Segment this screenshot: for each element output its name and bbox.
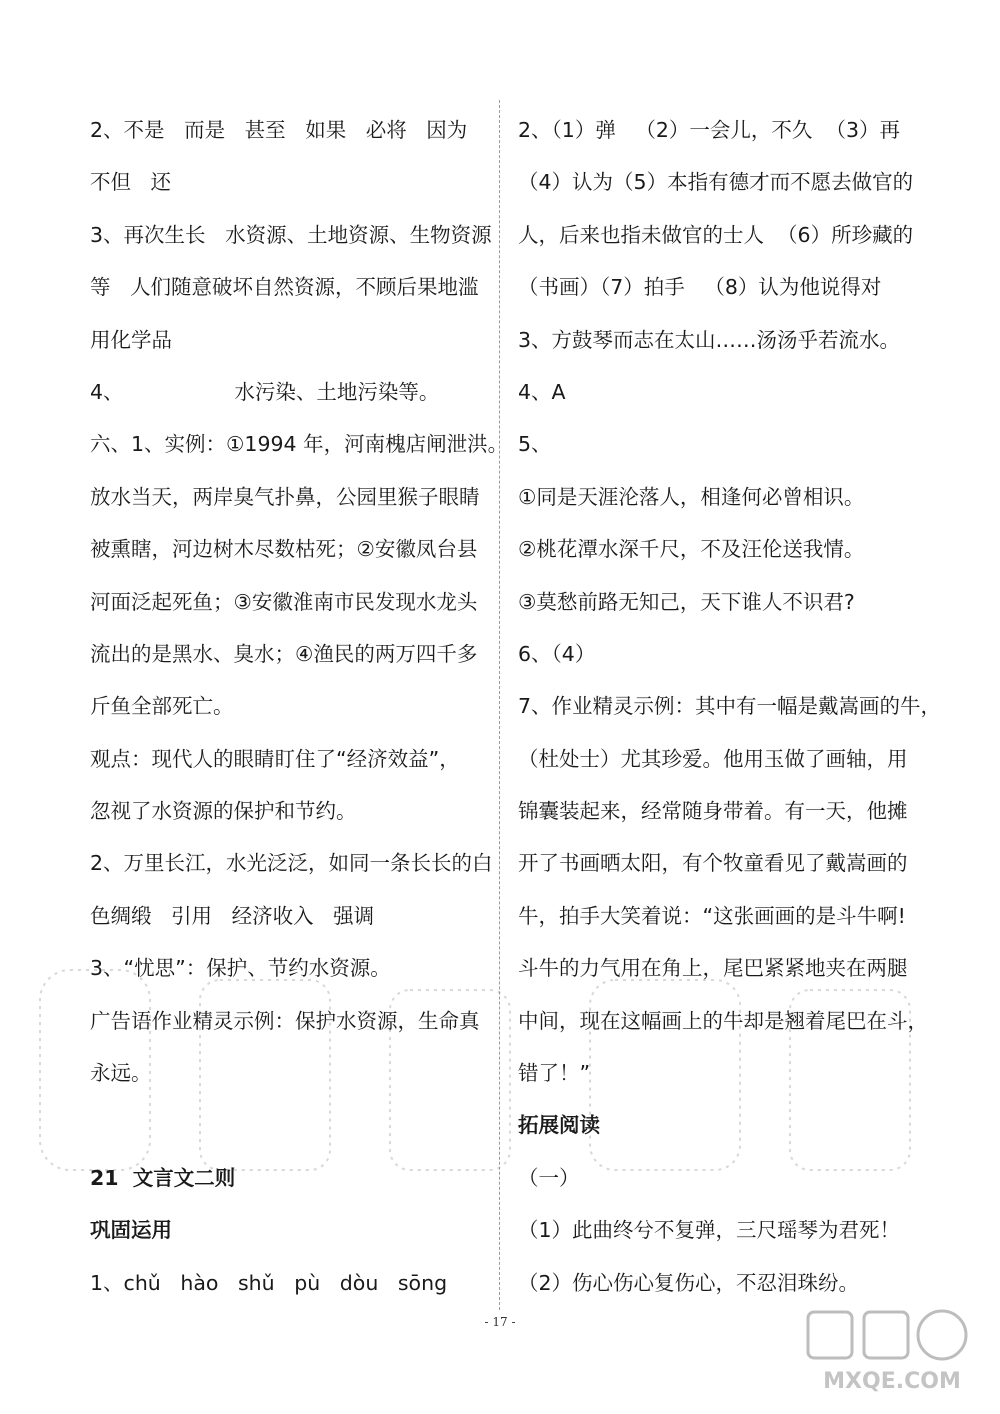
text-line: 2、（1）弹 （2）一会儿，不久 （3）再	[518, 118, 901, 142]
text-line: 等 人们随意破坏自然资源，不顾后果地滥	[90, 275, 479, 300]
text-line: （4）认为（5）本指有德才而不愿去做官的	[518, 170, 914, 195]
text-line: 广告语作业精灵示例：保护水资源，生命真	[90, 1008, 480, 1033]
text-line: 4、 水污染、土地污染等。	[90, 379, 440, 404]
text-line: ②桃花潭水深千尺，不及汪伦送我情。	[518, 537, 865, 562]
column-divider	[499, 100, 500, 1310]
section-heading: 21 文言文二则	[90, 1165, 236, 1190]
text-line: 3、方鼓琴而志在太山……汤汤乎若流水。	[518, 327, 901, 352]
text-line: （一）	[518, 1165, 580, 1190]
text-line: 4、A	[518, 379, 566, 404]
text-line: 忽视了水资源的保护和节约。	[90, 799, 357, 824]
text-line: ①同是天涯沦落人，相逢何必曾相识。	[518, 484, 865, 509]
text-line: 色绸缎 引用 经济收入 强调	[90, 903, 375, 928]
text-line: 六、1、实例：①1994 年，河南槐店闸泄洪。	[90, 432, 509, 457]
text-line: 斗牛的力气用在角上，尾巴紧紧地夹在两腿	[518, 956, 908, 981]
page-number: - 17 -	[484, 1315, 516, 1329]
text-line: （1）此曲终兮不复弹，三尺瑶琴为君死！	[518, 1218, 901, 1243]
subsection-heading: 巩固运用	[90, 1218, 172, 1243]
text-line: 2、不是 而是 甚至 如果 必将 因为	[90, 118, 468, 142]
text-line: 锦囊装起来，经常随身带着。有一天，他摊	[518, 799, 908, 824]
text-line: 3、“忧思”：保护、节约水资源。	[90, 956, 391, 981]
text-line: 人，后来也指未做官的士人 （6）所珍藏的	[518, 222, 914, 247]
text-line: 斤鱼全部死亡。	[90, 694, 234, 719]
text-line: 牛，拍手大笑着说：“这张画画的是斗牛啊!	[518, 903, 906, 928]
text-line: （杜处士）尤其珍爱。他用玉做了画轴，用	[518, 746, 908, 771]
text-line: 永远。	[90, 1061, 152, 1086]
text-line: 错了！”	[518, 1061, 591, 1086]
text-line: 3、再次生长 水资源、土地资源、生物资源	[90, 222, 492, 247]
text-line: （2）伤心伤心复伤心，不忍泪珠纷。	[518, 1270, 860, 1295]
text-line: 5、	[518, 432, 552, 457]
subsection-heading: 拓展阅读	[518, 1113, 600, 1138]
right-column	[518, 104, 942, 1309]
text-line: 河面泛起死鱼；③安徽淮南市民发现水龙头	[90, 589, 478, 614]
text-line: 放水当天，两岸臭气扑鼻，公园里猴子眼睛	[90, 484, 480, 509]
text-line: 6、（4）	[518, 641, 596, 666]
blank-line	[90, 1099, 488, 1151]
text-line: 流出的是黑水、臭水；④渔民的两万四千多	[90, 641, 478, 666]
text-line: 用化学品	[90, 327, 172, 352]
text-line: ③莫愁前路无知己，天下谁人不识君?	[518, 589, 855, 614]
site-logo-watermark	[802, 1306, 982, 1398]
text-line: 开了书画晒太阳，有个牧童看见了戴嵩画的	[518, 851, 908, 876]
text-line: （书画）（7）拍手 （8）认为他说得对	[518, 275, 882, 300]
text-line: 中间，现在这幅画上的牛却是翘着尾巴在斗，	[518, 1008, 928, 1033]
text-line: 7、作业精灵示例：其中有一幅是戴嵩画的牛，	[518, 694, 942, 719]
text-line: 1、chǔ hào shǔ pù dòu sōng	[90, 1270, 448, 1295]
text-line: 被熏瞎，河边树木尽数枯死；②安徽凤台县	[90, 537, 478, 562]
left-column	[90, 104, 509, 1309]
svg-text:MXQE.COM: MXQE.COM	[823, 1369, 961, 1394]
text-line: 2、万里长江，水光泛泛，如同一条长长的白	[90, 851, 493, 876]
text-line: 观点：现代人的眼睛盯住了“经济效益”，	[90, 746, 460, 771]
text-line: 不但 还	[90, 170, 172, 195]
